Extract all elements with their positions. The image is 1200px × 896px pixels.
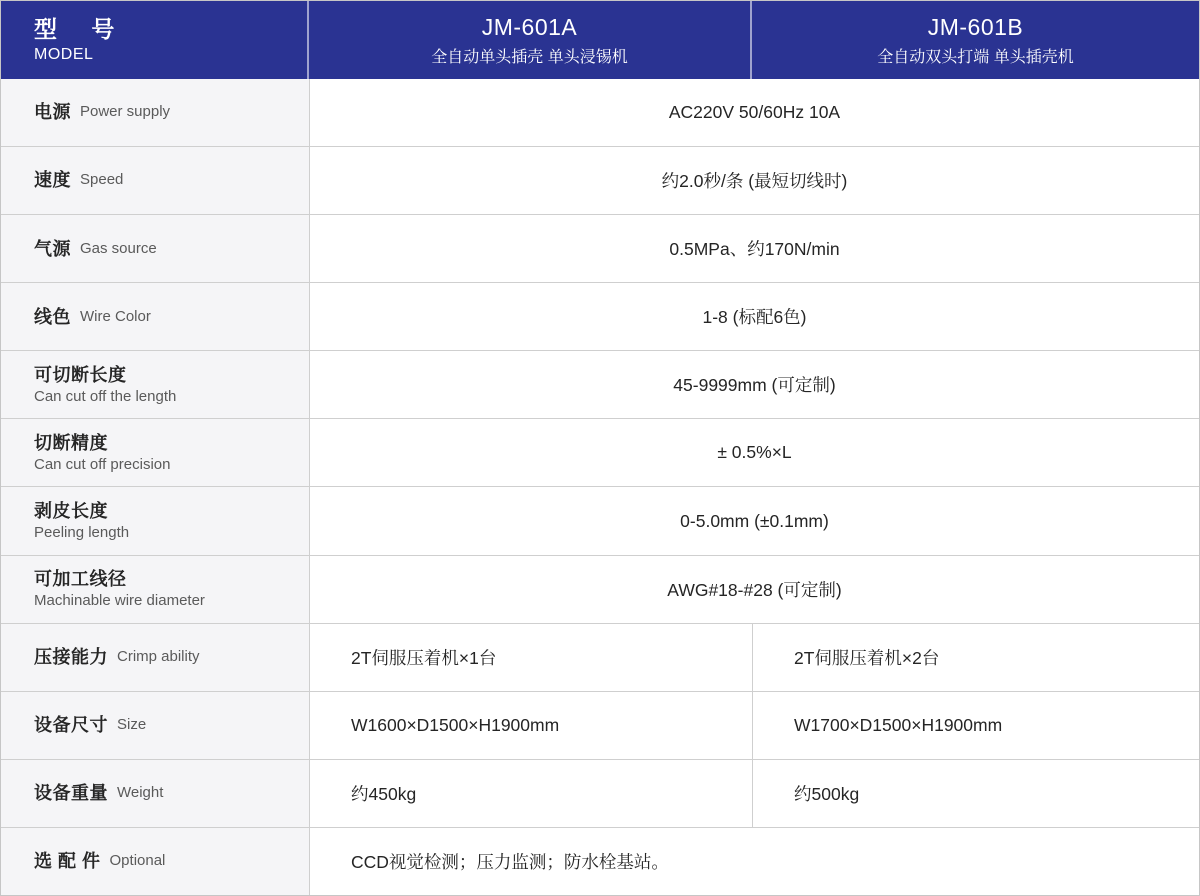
row-label-zh: 切断精度 bbox=[34, 432, 108, 453]
spec-row-gas-source bbox=[1, 215, 1199, 283]
header-model-cell bbox=[1, 1, 309, 79]
spec-row-weight bbox=[1, 760, 1199, 828]
row-label-zh: 线色 bbox=[34, 306, 71, 327]
row-label bbox=[1, 79, 310, 146]
spec-row-cut-precision bbox=[1, 419, 1199, 487]
row-label-zh: 速度 bbox=[34, 170, 71, 191]
header-column-jm601b bbox=[752, 1, 1199, 79]
row-value-jm601a: 2T伺服压着机×1台 bbox=[310, 624, 753, 691]
spec-row-wire-color bbox=[1, 283, 1199, 351]
row-label bbox=[1, 624, 310, 691]
row-label-zh: 设备重量 bbox=[34, 783, 108, 804]
row-label-en: Weight bbox=[117, 784, 164, 802]
table-header bbox=[1, 1, 1199, 79]
table-body bbox=[1, 79, 1199, 895]
header-model-label-en: MODEL bbox=[34, 45, 94, 63]
row-value: 45-9999mm (可定制) bbox=[310, 351, 1199, 418]
row-label-en: Crimp ability bbox=[117, 648, 200, 666]
row-label-en: Speed bbox=[80, 171, 124, 189]
row-label-zh: 可切断长度 bbox=[34, 364, 127, 385]
row-label-en: Peeling length bbox=[34, 524, 130, 542]
row-value: 1-8 (标配6色) bbox=[310, 283, 1199, 350]
row-value: AC220V 50/60Hz 10A bbox=[310, 79, 1199, 146]
row-label-zh: 剥皮长度 bbox=[34, 500, 108, 521]
row-label-zh: 选 配 件 bbox=[34, 851, 101, 872]
row-label-en: Size bbox=[117, 716, 147, 734]
model-name-jm601a: JM-601A bbox=[481, 13, 578, 40]
row-value: ± 0.5%×L bbox=[310, 419, 1199, 486]
row-value-jm601a: W1600×D1500×H1900mm bbox=[310, 692, 753, 759]
row-label bbox=[1, 487, 310, 554]
row-label bbox=[1, 419, 310, 486]
model-subtitle-jm601a: 全自动单头插壳 单头浸锡机 bbox=[431, 49, 628, 67]
spec-row-crimp-ability bbox=[1, 624, 1199, 692]
row-value-jm601b: W1700×D1500×H1900mm bbox=[753, 692, 1199, 759]
row-value-jm601a: 约450kg bbox=[310, 760, 753, 827]
row-label-en: Power supply bbox=[80, 103, 171, 121]
header-column-jm601a bbox=[309, 1, 752, 79]
spec-row-cut-length bbox=[1, 351, 1199, 419]
model-subtitle-jm601b: 全自动双头打端 单头插壳机 bbox=[877, 49, 1074, 67]
header-model-label-zh: 型 号 bbox=[34, 16, 129, 43]
spec-row-size bbox=[1, 692, 1199, 760]
spec-row-optional bbox=[1, 828, 1199, 895]
row-value-jm601b: 约500kg bbox=[753, 760, 1199, 827]
spec-row-wire-diameter bbox=[1, 556, 1199, 624]
spec-row-peeling-length bbox=[1, 487, 1199, 555]
row-label bbox=[1, 147, 310, 214]
row-value: 约2.0秒/条 (最短切线时) bbox=[310, 147, 1199, 214]
spec-row-speed bbox=[1, 147, 1199, 215]
model-name-jm601b: JM-601B bbox=[927, 13, 1024, 40]
row-value-jm601b: 2T伺服压着机×2台 bbox=[753, 624, 1199, 691]
row-label-en: Machinable wire diameter bbox=[34, 592, 205, 610]
row-label-zh: 气源 bbox=[34, 238, 71, 259]
row-label-zh: 可加工线径 bbox=[34, 568, 127, 589]
row-label bbox=[1, 351, 310, 418]
row-label bbox=[1, 556, 310, 623]
row-label bbox=[1, 828, 310, 895]
row-value: AWG#18-#28 (可定制) bbox=[310, 556, 1199, 623]
row-label-en: Wire Color bbox=[80, 307, 151, 325]
row-value: 0.5MPa、约170N/min bbox=[310, 215, 1199, 282]
row-label-en: Optional bbox=[109, 852, 166, 870]
row-label bbox=[1, 215, 310, 282]
row-value: 0-5.0mm (±0.1mm) bbox=[310, 487, 1199, 554]
row-value: CCD视觉检测；压力监测；防水栓基站。 bbox=[310, 828, 1199, 895]
row-label-zh: 电源 bbox=[34, 102, 71, 123]
spec-row-power-supply bbox=[1, 79, 1199, 147]
row-label-zh: 设备尺寸 bbox=[34, 715, 108, 736]
row-label-en: Can cut off the length bbox=[34, 387, 177, 405]
row-label-en: Gas source bbox=[80, 239, 157, 257]
row-label bbox=[1, 692, 310, 759]
row-label bbox=[1, 760, 310, 827]
row-label bbox=[1, 283, 310, 350]
row-label-zh: 压接能力 bbox=[34, 647, 108, 668]
row-label-en: Can cut off precision bbox=[34, 455, 171, 473]
